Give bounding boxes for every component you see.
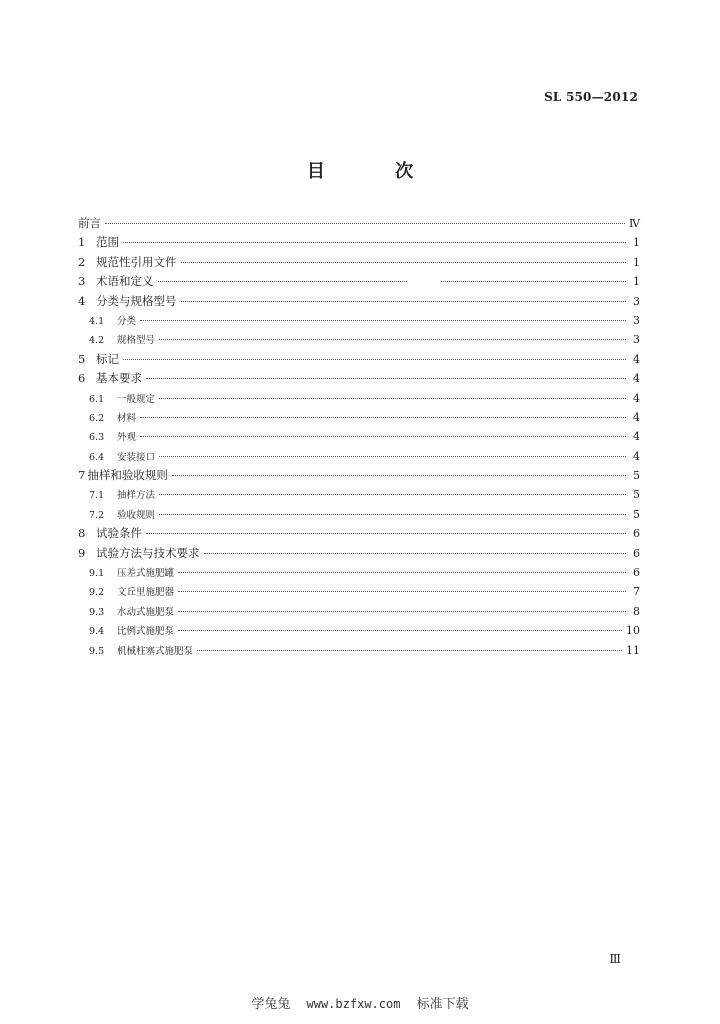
- toc-entry-label: 抽样方法: [117, 490, 156, 502]
- toc-entry-number: 2: [78, 254, 86, 269]
- page-number: Ⅲ: [609, 952, 620, 966]
- toc-entry-6-2[interactable]: [78, 408, 640, 427]
- leader-dots: [204, 553, 627, 554]
- leader-dots: [123, 359, 626, 360]
- footer-tagline: 标准下载: [416, 997, 469, 1012]
- leader-dots: [178, 630, 622, 631]
- toc-entry-page: 11: [626, 643, 640, 657]
- toc-entry-label: 外观: [117, 432, 137, 444]
- toc-entry-label: 试验条件: [96, 526, 142, 541]
- toc-entry-label: 试验方法与技术要求: [96, 545, 200, 560]
- toc-entry-number: 9.1: [89, 568, 105, 580]
- toc-entry-number: 6.3: [89, 432, 105, 444]
- toc-entry-number: 4: [78, 293, 86, 308]
- toc-entry-page: 4: [633, 352, 640, 366]
- toc-entry-number: 9.5: [89, 645, 105, 657]
- toc-entry-1[interactable]: [78, 233, 640, 252]
- leader-dots: [181, 262, 627, 263]
- toc-entry-page: 5: [633, 507, 640, 521]
- toc-entry-label: 抽样和验收规则: [87, 468, 168, 483]
- leader-dots: [172, 475, 626, 476]
- leader-dots: [140, 320, 626, 321]
- toc-entry-7-2[interactable]: [78, 505, 640, 524]
- toc-entry-7-1[interactable]: [78, 485, 640, 504]
- toc-entry-page: 6: [633, 566, 640, 580]
- toc-entry-page: 6: [633, 546, 640, 560]
- toc-entry-label: 术语和定义: [96, 274, 154, 289]
- leader-dots: [159, 456, 626, 457]
- leader-dots: [146, 378, 626, 379]
- leader-dots: [158, 281, 408, 282]
- table-of-contents: [78, 214, 640, 660]
- toc-entry-6-1[interactable]: [78, 389, 640, 408]
- toc-entry-number: 3: [78, 274, 86, 289]
- toc-entry-label: 压差式施肥罐: [117, 568, 175, 580]
- toc-entry-6-3[interactable]: [78, 427, 640, 446]
- leader-dots: [159, 514, 626, 515]
- toc-entry-foreword[interactable]: [78, 214, 640, 233]
- toc-entry-number: 9.2: [89, 587, 105, 599]
- toc-entry-page: 4: [633, 449, 640, 463]
- leader-dots: [159, 398, 626, 399]
- toc-entry-9-2[interactable]: [78, 582, 640, 601]
- footer-watermark: [0, 993, 720, 1012]
- toc-entry-number: 7.2: [89, 509, 105, 521]
- leader-dots: [159, 339, 626, 340]
- toc-entry-number: 9.3: [89, 606, 105, 618]
- toc-entry-number: 6: [78, 371, 86, 386]
- toc-entry-4-1[interactable]: [78, 311, 640, 330]
- leader-dots: [140, 436, 626, 437]
- toc-entry-6-4[interactable]: [78, 447, 640, 466]
- toc-entry-page: 10: [626, 624, 640, 638]
- leader-dots: [178, 591, 626, 592]
- toc-entry-label: 规格型号: [117, 335, 156, 347]
- toc-entry-page: 1: [633, 236, 640, 250]
- toc-entry-page: 5: [633, 488, 640, 502]
- toc-entry-page: 4: [633, 372, 640, 386]
- toc-entry-4[interactable]: [78, 292, 640, 311]
- toc-entry-number: 4.1: [89, 315, 105, 327]
- toc-entry-label: 分类与规格型号: [96, 293, 177, 308]
- toc-entry-page: 3: [633, 313, 640, 327]
- page-title: 目 次: [306, 161, 446, 182]
- toc-entry-label: 规范性引用文件: [96, 254, 177, 269]
- toc-entry-label: 标记: [96, 351, 119, 366]
- toc-entry-8[interactable]: [78, 524, 640, 543]
- leader-dots: [178, 611, 626, 612]
- toc-entry-page: 5: [633, 469, 640, 483]
- toc-entry-label: 前言: [78, 216, 101, 230]
- leader-dots: [181, 301, 627, 302]
- toc-entry-9-3[interactable]: [78, 602, 640, 621]
- standard-code: SL 550—2012: [544, 90, 638, 104]
- leader-gap: [411, 284, 437, 285]
- leader-dots: [105, 223, 625, 224]
- toc-entry-label: 基本要求: [96, 371, 142, 386]
- toc-entry-3[interactable]: [78, 272, 640, 291]
- toc-entry-9-4[interactable]: [78, 621, 640, 640]
- toc-entry-page: 4: [633, 410, 640, 424]
- toc-entry-9-5[interactable]: [78, 641, 640, 660]
- footer-site-name: 学兔兔: [251, 997, 291, 1012]
- toc-entry-label: 材料: [117, 412, 137, 424]
- toc-entry-label: 验收规则: [117, 509, 156, 521]
- toc-entry-number: 5: [78, 351, 86, 366]
- toc-entry-number: 7: [78, 468, 86, 483]
- toc-entry-label: 文丘里施肥器: [117, 587, 175, 599]
- toc-entry-number: 9: [78, 545, 86, 560]
- toc-entry-4-2[interactable]: [78, 330, 640, 349]
- toc-entry-number: 4.2: [89, 335, 105, 347]
- toc-entry-9[interactable]: [78, 544, 640, 563]
- toc-entry-page: 4: [633, 430, 640, 444]
- toc-entry-number: 6.1: [89, 393, 105, 405]
- toc-entry-number: 9.4: [89, 626, 105, 638]
- toc-entry-number: 8: [78, 526, 86, 541]
- toc-entry-page: 4: [633, 391, 640, 405]
- toc-entry-label: 比例式施肥泵: [117, 626, 175, 638]
- toc-entry-2[interactable]: [78, 253, 640, 272]
- toc-entry-label: 范围: [96, 235, 119, 250]
- toc-entry-page: Ⅳ: [629, 217, 640, 230]
- leader-dots: [140, 417, 626, 418]
- toc-entry-page: 6: [633, 527, 640, 541]
- toc-entry-number: 6.4: [89, 451, 105, 463]
- toc-entry-6[interactable]: [78, 369, 640, 388]
- toc-entry-label: 分类: [117, 315, 137, 327]
- toc-entry-5[interactable]: [78, 350, 640, 369]
- toc-entry-number: 7.1: [89, 490, 105, 502]
- toc-entry-page: 1: [633, 255, 640, 269]
- leader-dots: [178, 572, 626, 573]
- leader-dots: [123, 242, 626, 243]
- toc-entry-page: 7: [633, 585, 640, 599]
- toc-entry-page: 8: [633, 604, 640, 618]
- toc-entry-label: 机械柱塞式施肥泵: [117, 645, 194, 657]
- leader-dots: [159, 494, 626, 495]
- leader-dots: [146, 533, 626, 534]
- toc-entry-number: 1: [78, 235, 86, 250]
- toc-entry-page: 1: [633, 275, 640, 289]
- leader-dots-gapped: [154, 284, 631, 285]
- toc-entry-label: 安装接口: [117, 451, 156, 463]
- toc-entry-label: 水动式施肥泵: [117, 606, 175, 618]
- leader-dots: [197, 650, 622, 651]
- toc-entry-9-1[interactable]: [78, 563, 640, 582]
- toc-entry-label: 一般规定: [117, 393, 156, 405]
- toc-entry-7[interactable]: [78, 466, 640, 485]
- toc-entry-page: 3: [633, 333, 640, 347]
- toc-entry-page: 3: [633, 294, 640, 308]
- toc-entry-number: 6.2: [89, 412, 105, 424]
- leader-dots: [441, 281, 626, 282]
- footer-url[interactable]: www.bzfxw.com: [306, 997, 401, 1011]
